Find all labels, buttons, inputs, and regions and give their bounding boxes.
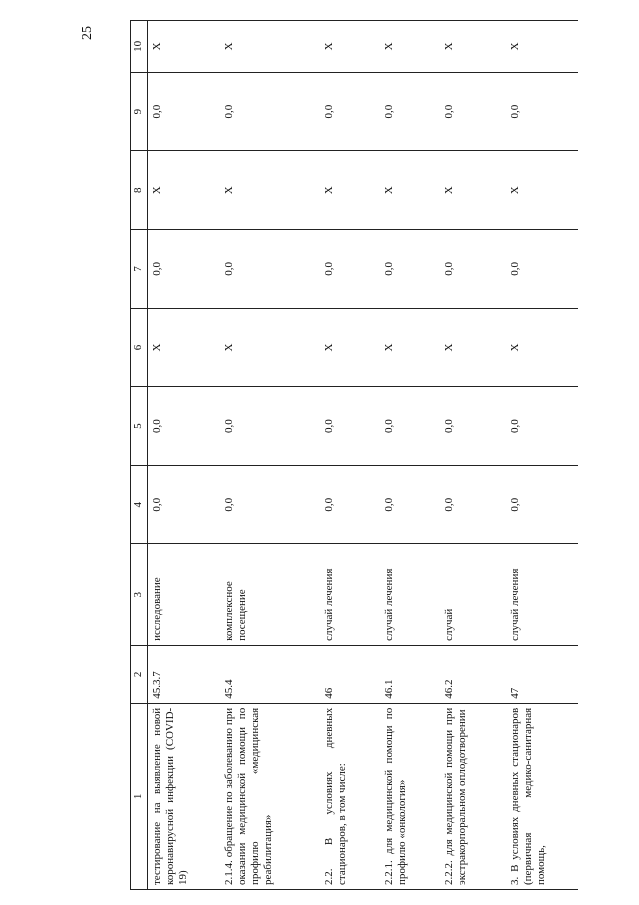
row-code: 46.2 bbox=[440, 645, 506, 703]
row-col8: X bbox=[320, 151, 380, 230]
col-header-6: 6 bbox=[131, 308, 148, 387]
row-col8: X bbox=[220, 151, 320, 230]
col-header-5: 5 bbox=[131, 387, 148, 466]
row-name: 2.1.4. обращение по заболеванию при оказании медицинской помощи по профилю «медицинская реабилитация» bbox=[220, 703, 320, 889]
row-name: 3. В условиях дневных стационаров (первичная медико-санитарная помощь, bbox=[506, 703, 578, 889]
col-header-8: 8 bbox=[131, 151, 148, 230]
row-unit: случай лечения bbox=[380, 544, 440, 645]
col-header-2: 2 bbox=[131, 645, 148, 703]
col-header-4: 4 bbox=[131, 465, 148, 544]
row-col8: X bbox=[380, 151, 440, 230]
row-col7: 0,0 bbox=[506, 230, 578, 309]
row-code: 46.1 bbox=[380, 645, 440, 703]
row-col10: X bbox=[506, 21, 578, 73]
row-col6: X bbox=[440, 308, 506, 387]
row-col5: 0,0 bbox=[380, 387, 440, 466]
row-unit: случай лечения bbox=[320, 544, 380, 645]
row-col6: X bbox=[320, 308, 380, 387]
table-row bbox=[506, 21, 578, 890]
row-code: 45.3.7 bbox=[148, 645, 220, 703]
row-col10: X bbox=[380, 21, 440, 73]
table-row bbox=[440, 21, 506, 890]
col-header-3: 3 bbox=[131, 544, 148, 645]
row-col7: 0,0 bbox=[440, 230, 506, 309]
table-row bbox=[320, 21, 380, 890]
row-col10: X bbox=[148, 21, 220, 73]
row-name: 2.2.2. для медицинской помощи при экстракорпоральном оплодотворении bbox=[440, 703, 506, 889]
row-col10: X bbox=[220, 21, 320, 73]
row-col4: 0,0 bbox=[506, 465, 578, 544]
row-unit: случай лечения bbox=[506, 544, 578, 645]
row-unit: исследование bbox=[148, 544, 220, 645]
row-col7: 0,0 bbox=[220, 230, 320, 309]
row-col5: 0,0 bbox=[148, 387, 220, 466]
row-unit: комплексное посещение bbox=[220, 544, 320, 645]
row-code: 47 bbox=[506, 645, 578, 703]
row-col5: 0,0 bbox=[320, 387, 380, 466]
row-col9: 0,0 bbox=[220, 72, 320, 151]
col-header-1: 1 bbox=[131, 703, 148, 889]
row-col8: X bbox=[506, 151, 578, 230]
row-col6: X bbox=[148, 308, 220, 387]
row-unit: случай bbox=[440, 544, 506, 645]
rotated-table-container bbox=[130, 20, 545, 890]
row-col6: X bbox=[380, 308, 440, 387]
table-row bbox=[148, 21, 220, 890]
row-col6: X bbox=[506, 308, 578, 387]
table-row bbox=[220, 21, 320, 890]
row-col8: X bbox=[440, 151, 506, 230]
header-row bbox=[131, 21, 148, 890]
row-code: 45.4 bbox=[220, 645, 320, 703]
row-col6: X bbox=[220, 308, 320, 387]
row-col4: 0,0 bbox=[440, 465, 506, 544]
row-col9: 0,0 bbox=[380, 72, 440, 151]
row-col5: 0,0 bbox=[220, 387, 320, 466]
page-number: 25 bbox=[80, 26, 95, 40]
table-row bbox=[380, 21, 440, 890]
row-col5: 0,0 bbox=[440, 387, 506, 466]
row-col7: 0,0 bbox=[320, 230, 380, 309]
row-name: 2.2.1. для медицинской помощи по профилю «онкология» bbox=[380, 703, 440, 889]
row-col9: 0,0 bbox=[148, 72, 220, 151]
col-header-9: 9 bbox=[131, 72, 148, 151]
row-col9: 0,0 bbox=[440, 72, 506, 151]
row-col10: X bbox=[440, 21, 506, 73]
col-header-7: 7 bbox=[131, 230, 148, 309]
row-col9: 0,0 bbox=[506, 72, 578, 151]
row-name: 2.2. В условиях дневных стационаров, в том числе: bbox=[320, 703, 380, 889]
row-col7: 0,0 bbox=[148, 230, 220, 309]
row-col7: 0,0 bbox=[380, 230, 440, 309]
row-code: 46 bbox=[320, 645, 380, 703]
row-col4: 0,0 bbox=[220, 465, 320, 544]
col-header-10: 10 bbox=[131, 21, 148, 73]
row-name: тестирование на выявление новой коронавирусной инфекции (COVID-19) bbox=[148, 703, 220, 889]
row-col4: 0,0 bbox=[380, 465, 440, 544]
row-col10: X bbox=[320, 21, 380, 73]
row-col4: 0,0 bbox=[320, 465, 380, 544]
row-col4: 0,0 bbox=[148, 465, 220, 544]
row-col9: 0,0 bbox=[320, 72, 380, 151]
row-col8: X bbox=[148, 151, 220, 230]
row-col5: 0,0 bbox=[506, 387, 578, 466]
data-table bbox=[130, 20, 578, 890]
